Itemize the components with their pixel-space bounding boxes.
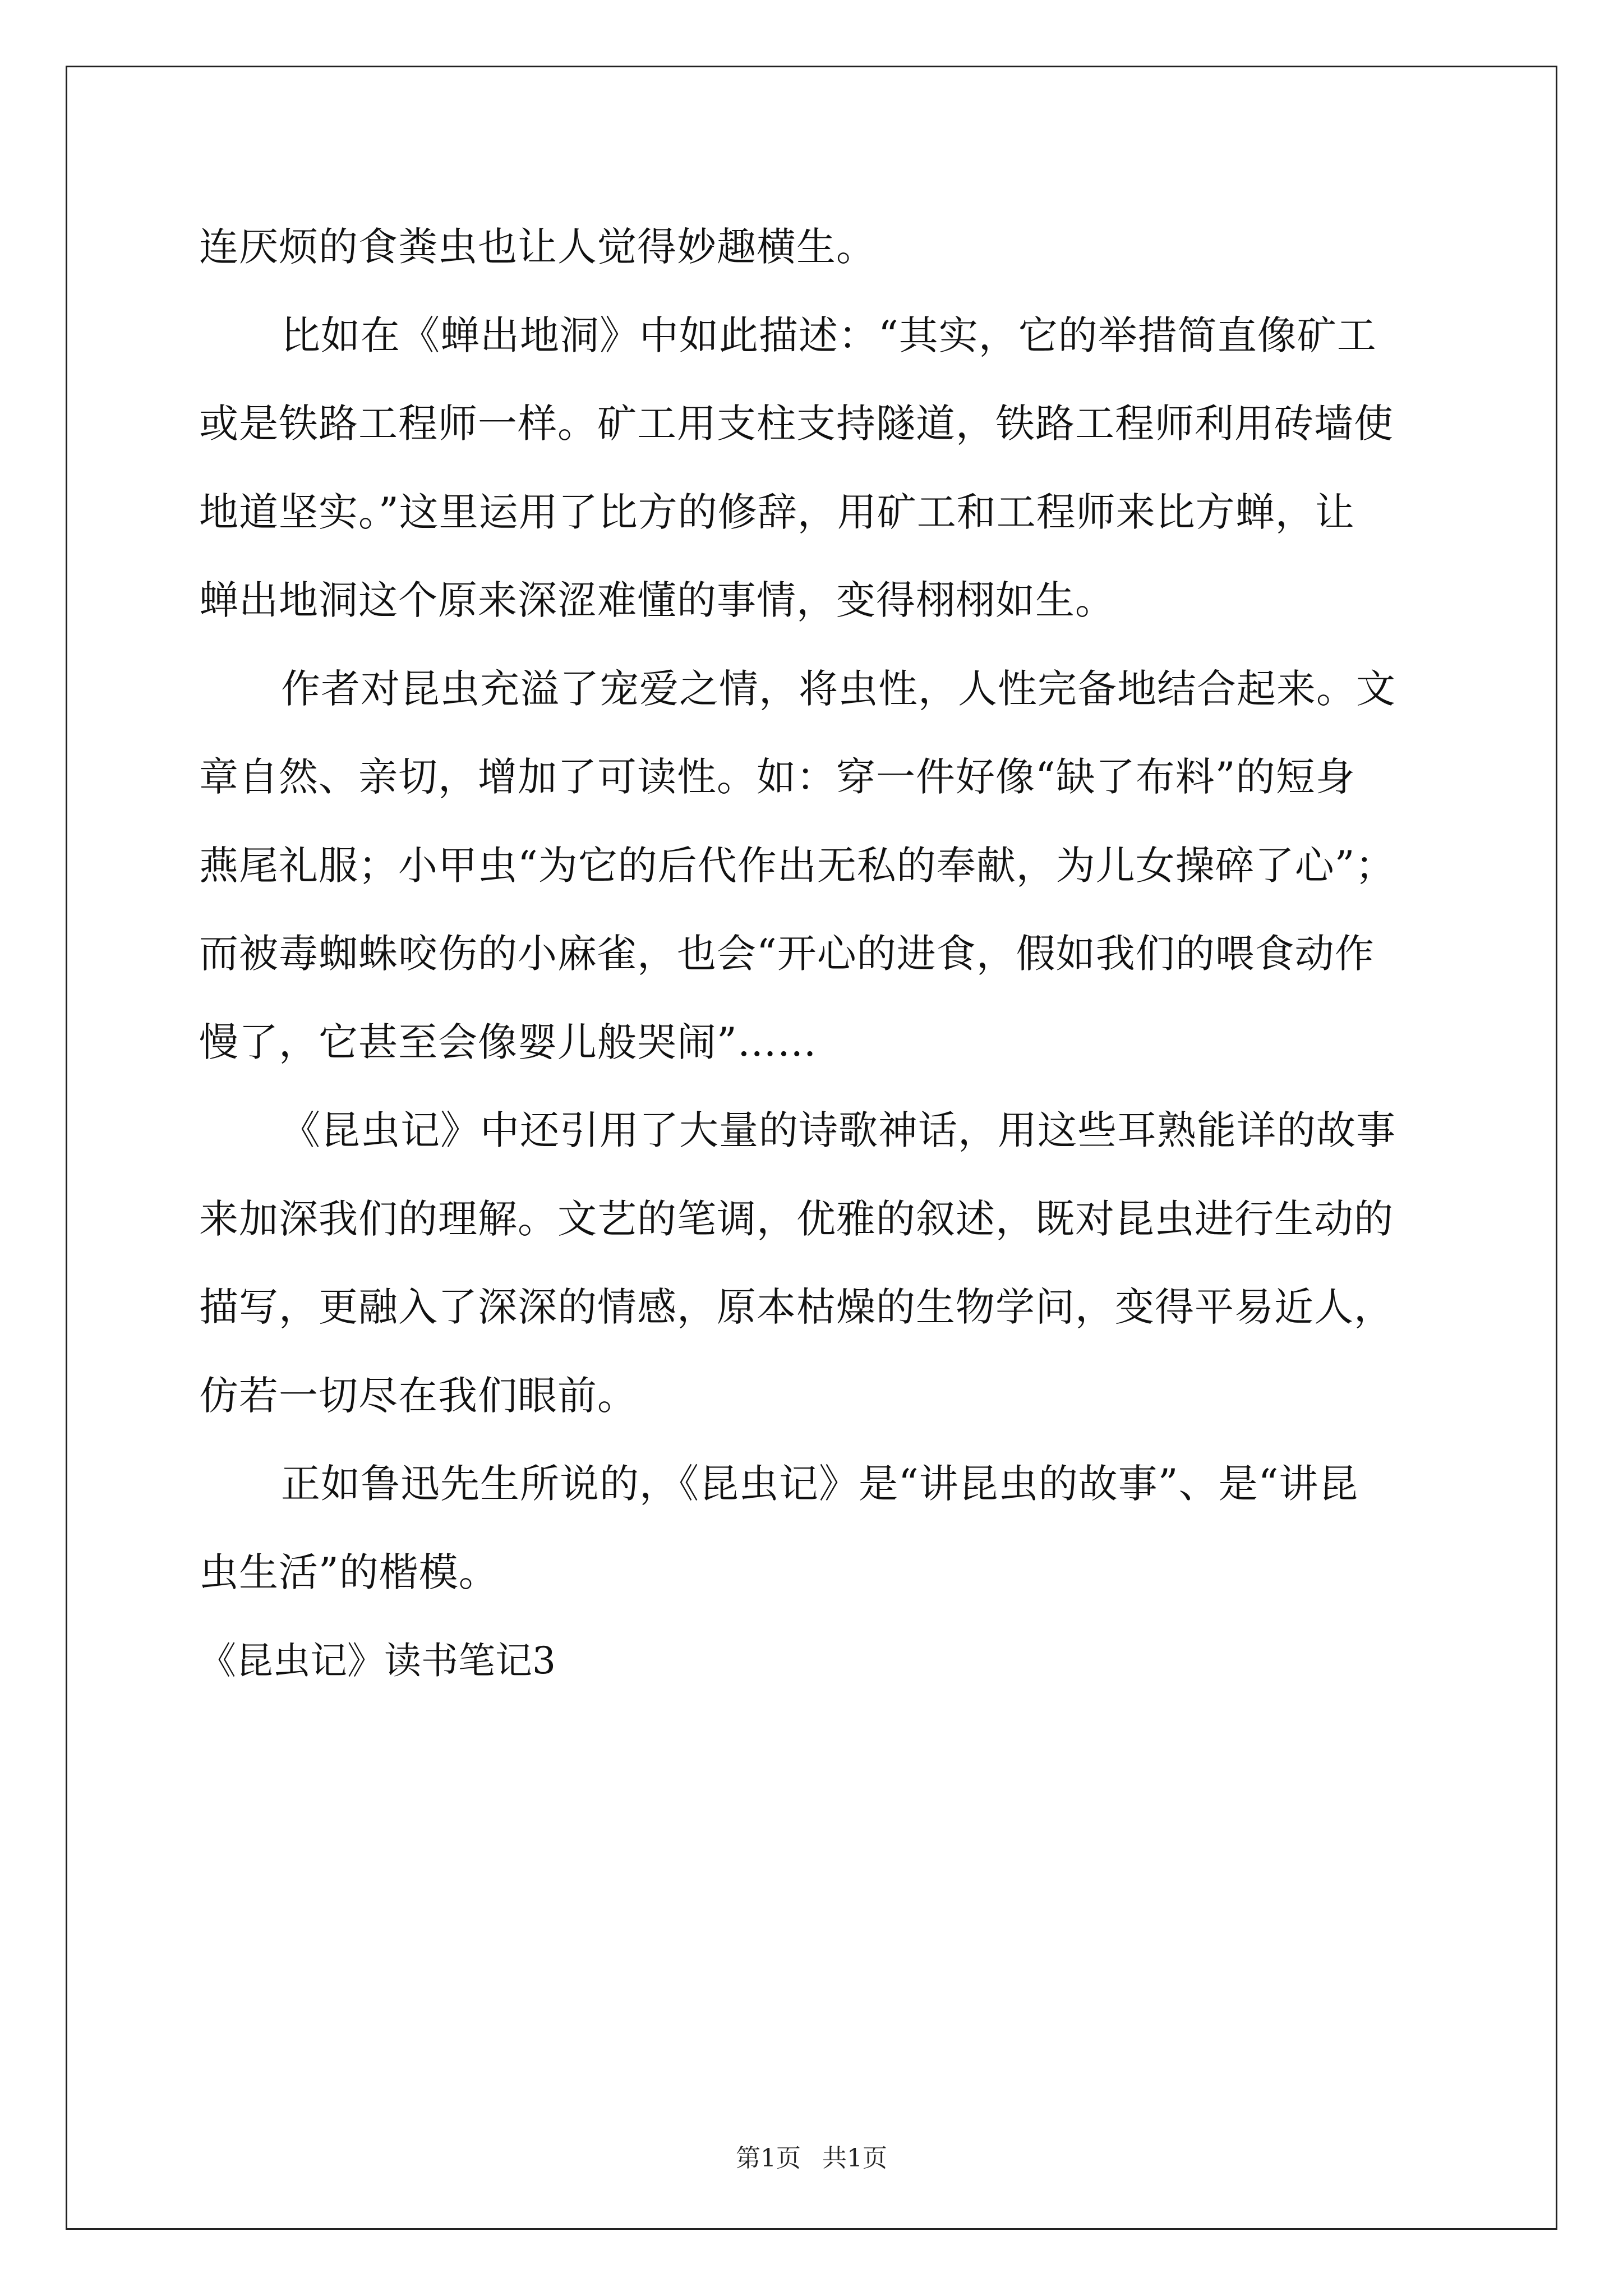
- page-number-current: 第1页: [736, 2144, 801, 2173]
- paragraph: [199, 645, 1433, 1087]
- text-line: 作者对昆虫充溢了宠爱之情，将虫性，人性完备地结合起来。文: [281, 665, 1396, 712]
- text-line: 仿若一切尽在我们眼前。: [199, 1372, 637, 1419]
- text-line: 描写，更融入了深深的情感，原本枯燥的生物学问，变得平易近人，: [199, 1284, 1394, 1330]
- text-line: 虫生活”的楷模。: [199, 1549, 499, 1595]
- text-line: 连厌烦的食粪虫也让人觉得妙趣横生。: [199, 224, 876, 270]
- paragraph: [199, 292, 1433, 645]
- page-footer: [0, 2142, 1623, 2175]
- text-line: 来加深我们的理解。文艺的笔调，优雅的叙述，既对昆虫进行生动的: [199, 1195, 1394, 1242]
- section-heading: 《昆虫记》读书笔记3: [199, 1639, 556, 1682]
- document-body: [199, 203, 1433, 1705]
- text-line: 燕尾礼服；小甲虫“为它的后代作出无私的奉献，为儿女操碎了心”；: [199, 842, 1395, 889]
- text-line: 《昆虫记》中还引用了大量的诗歌神话，用这些耳熟能详的故事: [281, 1107, 1396, 1153]
- paragraph: [199, 203, 1433, 292]
- text-line: 蝉出地洞这个原来深涩难懂的事情，变得栩栩如生。: [199, 577, 1115, 623]
- text-line: 慢了，它甚至会像婴儿般哭闹”……: [199, 1019, 817, 1065]
- text-line: 章自然、亲切，增加了可读性。如：穿一件好像“缺了布料”的短身: [199, 754, 1355, 800]
- text-line: 正如鲁迅先生所说的，《昆虫记》是“讲昆虫的故事”、是“讲昆: [281, 1461, 1359, 1507]
- text-line: 或是铁路工程师一样。矿工用支柱支持隧道，铁路工程师利用砖墙使: [199, 401, 1394, 447]
- text-line: 而被毒蜘蛛咬伤的小麻雀，也会“开心的进食，假如我们的喂食动作: [199, 931, 1375, 977]
- paragraph: [199, 1440, 1433, 1617]
- paragraph: [199, 1087, 1433, 1440]
- page-number-total: 共1页: [822, 2144, 887, 2173]
- text-line: 比如在《蝉出地洞》中如此描述：“其实，它的举措简直像矿工: [281, 312, 1377, 358]
- text-line: 地道坚实。”这里运用了比方的修辞，用矿工和工程师来比方蝉，让: [199, 489, 1355, 535]
